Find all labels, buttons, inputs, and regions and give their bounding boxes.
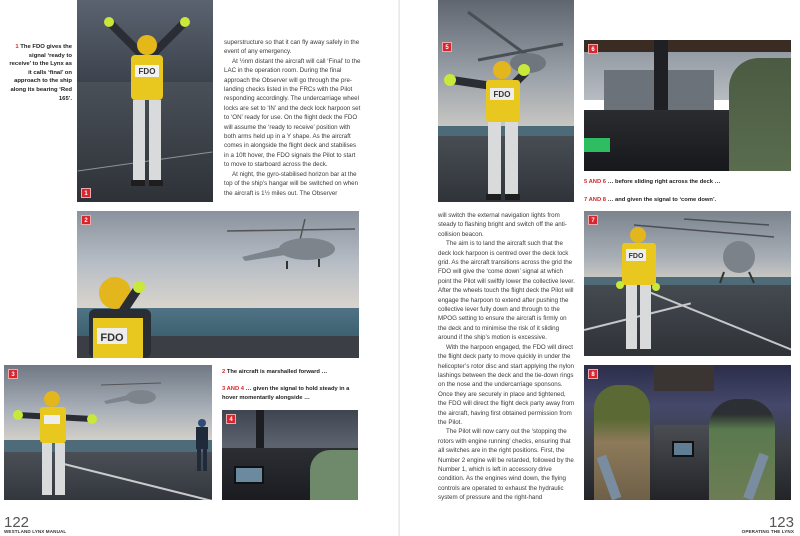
caption-text: … and given the signal to ‘come down’. [606,197,717,203]
photo-badge-7: 7 [588,215,598,225]
page-number-left: 122 [4,514,30,531]
paragraph: At night, the gyro-stabilised horizon bar at the top of the ship’s hangar will be switched on when the aircraft is 1½ miles out. The Observer [224,170,359,197]
photo-1 [77,0,213,202]
paragraph: With the harpoon engaged, the FDO will direct the flight deck party to move quickly in under the helicopter’s rotor disc and start applying the nylon lashings between the deck and the tie-down rings on the nose and the undercarriage sponsons. Once they are securely in place and tightened, the FDO will direct the flight deck party away from the aircraft, having first obtained permission from the Pilot. [438,343,575,426]
photo-badge-8: 8 [588,369,598,379]
fdo-figure [612,225,662,355]
centre-pillar [654,40,668,112]
svg-text:FDO: FDO [493,90,511,99]
photo-8 [584,365,791,500]
svg-text:FDO: FDO [100,332,124,344]
caption-3-4 [222,385,362,403]
caption-2 [222,368,362,377]
fdo-figure [442,60,552,202]
right-page [400,0,800,536]
photo-3 [4,365,212,500]
svg-text:FDO: FDO [138,67,156,76]
crew-member [729,58,791,171]
fdo-figure [10,375,100,500]
lynx-helicopter [96,377,166,417]
caption-text: The aircraft is marshalled forward … [225,369,328,375]
window-frame [256,410,264,450]
deck-crew-figure [194,417,210,472]
body-text-left [224,38,361,198]
photo-badge-3: 3 [8,369,18,379]
caption-number: 1 [15,44,19,50]
photo-badge-2: 2 [81,215,91,225]
lynx-helicopter [227,219,357,279]
paragraph: superstructure so that it can fly away safely in the event of any emergency. [224,39,360,56]
photo-4 [222,410,358,500]
caption-7-8 [584,196,794,205]
paragraph: The Pilot will now carry out the ‘stopping the rotors with engine running’ checks, ensuring that all switches are in the right positions. First, the Number 2 engine will be retarded, followed by the Number 1, which is left in accessory drive condition. As the engines wind down, the flying controls are operated to exhaust the hydraulic system of pressure and the right-hand [438,428,574,502]
display-screen [672,441,694,457]
svg-text:FDO: FDO [628,253,644,260]
photo-badge-6: 6 [588,44,598,54]
body-text-right [438,211,575,503]
photo-5 [438,0,574,202]
display-screen [234,466,264,484]
overhead-panel [654,365,714,391]
paragraph: At ½nm distant the aircraft will call ‘Final’ to the LAC in the operation room. During the final approach the Observer will go through the pre-landing checks listed in the FRCs with the Pilot responding accordingly. The undercarriage wheel locks are set to ‘IN’ and the deck lock harpoon set to ‘ON’ ready for use. On the flight deck the FDO will assume the ‘ready to receive’ position with both arms held up in a Y shape. As the aircraft comes in alongside the flight deck and stabilises in a 10ft hover, the FDO signals the Pilot to start to move to starboard across the deck. [224,57,361,169]
page-number-right: 123 [768,514,794,531]
caption-text: The FDO gives the signal ‘ready to receive’ to the Lynx as it calls ‘final’ on approach to the ship along its bearing ‘Red 165’. [9,44,72,102]
photo-badge-4: 4 [226,414,236,424]
running-footer-left: WESTLAND LYNX MANUAL [4,529,67,534]
caption-text: … before sliding right across the deck … [606,179,721,185]
paragraph: will switch the external navigation lights from steady to flashing bright and switch off the anti-collision beacon. [438,212,567,238]
caption-number: 3 AND 4 [222,386,245,392]
running-footer-right: OPERATING THE LYNX [741,529,794,534]
caption-number: 5 AND 6 [584,179,607,185]
photo-badge-1: 1 [81,188,91,198]
photo-2 [77,211,359,358]
fdo-figure [97,10,197,200]
pilot-right [709,399,775,500]
caption-number: 7 AND 8 [584,197,607,203]
caption-5-6 [584,178,794,187]
paragraph: The aim is to land the aircraft such that the deck lock harpoon is centred over the deck lock grid. As the aircraft transitions across the grid the FDO will give the ‘come down’ signal at which point the Pilot will swiftly lower the collective lever. After the wheels touch the flight deck the Pilot will engage the harpoon to extend after pushing the collective lever fully down and through to the MPOG setting to ensure the aircraft is firmly on the deck and to minimise the risk of it sliding around if the ship’s motion is excessive. [438,240,575,342]
fdo-figure [83,273,173,358]
crew-shoulder [310,450,358,500]
photo-7 [584,211,791,356]
caption-text: … given the signal to hold steady in a hover momentarily alongside … [222,386,350,401]
window-frame [584,40,791,52]
photo-badge-5: 5 [442,42,452,52]
green-display [584,138,610,152]
pilot-left [594,385,650,500]
caption-1 [6,43,72,103]
caption-number: 2 [222,369,226,375]
photo-6 [584,40,791,171]
